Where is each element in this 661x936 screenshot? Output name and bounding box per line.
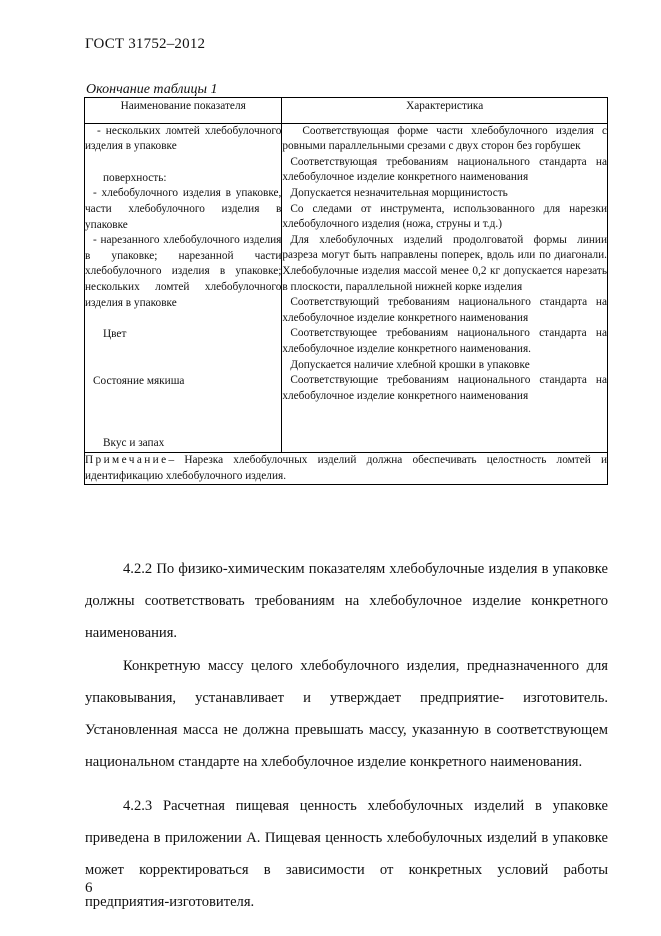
paragraph-4-2-2 [85,553,608,649]
table-header-row [85,98,608,124]
indicator-color: Цвет [103,328,127,341]
characteristic-crumb: Соответствующее требованиям национального стандарта на хлебобулочное изделие конкретного наименования. [282,327,607,355]
characteristic-surface-wrinkles: Допускается незначительная морщинистость [290,186,508,199]
characteristic-surface-whole: Соответствующая требованиям национального стандарта на хлебобулочное изделие конкретного наименования [282,155,607,184]
characteristic-column [282,123,608,452]
note-label: Примечание [85,453,169,466]
paragraph-text: 4.2.3 Расчетная пищевая ценность хлебобулочных изделий в упаковке приведена в приложении А. Пищевая ценность хлебобулочных изделий в упаковке может корректироваться в зависимости от конкретных условий работы предприятия-изготовителя. [85,798,608,910]
characteristic-color: Соответствующий требованиям национального стандарта на хлебобулочное изделие конкретного наименования [282,296,607,324]
indicator-crumb: Состояние мякиша [93,374,185,387]
table-note [85,452,608,484]
paragraph-4-2-3 [85,790,608,918]
characteristic-surface-cut-lines: Для хлебобулочных изделий продолговатой формы линии разреза могут быть направлены поперек, вдоль или по диагонали. Хлебобулочные изделия массой менее 0,2 кг допускается нарезать в плоскости, параллельной нижней корке изделия [282,233,607,293]
column-header-characteristic: Характеристика [282,98,608,124]
indicator-slices: - нескольких ломтей хлебобулочного изделия в упаковке [85,124,282,153]
page-number: 6 [85,880,93,896]
characteristic-taste: Соответствующие требованиям национального стандарта на хлебобулочное изделие конкретного наименования [282,374,607,402]
table-caption: Окончание таблицы 1 [86,82,218,97]
characteristics-table [84,97,608,485]
characteristic-crumb-allowance: Допускается наличие хлебной крошки в упаковке [290,358,530,371]
paragraph-text: 4.2.2 По физико-химическим показателям хлебобулочные изделия в упаковке должны соответствовать требованиям на хлебобулочное изделие конкретного наименования. [85,561,608,641]
indicator-taste: Вкус и запах [103,437,165,450]
paragraph-text: Конкретную массу целого хлебобулочного изделия, предназначенного для упаковывания, устанавливает и утверждает предприятие- изготовитель. Установленная масса не должна превышать массу, указанную в соответствующем национальном стандарте на хлебобулочное изделие конкретного наименования. [85,658,608,770]
paragraph-mass [85,650,608,778]
indicator-surface-sliced: - нарезанного хлебобулочного изделия в упаковке; нарезанной части хлебобулочного изделия в упаковке; нескольких ломтей хлебобулочного изделия в упаковке [85,234,282,309]
note-text: – Нарезка хлебобулочных изделий должна обеспечивать целостность ломтей и идентификацию хлебобулочного изделия. [85,453,607,482]
indicator-surface: поверхность: [103,171,167,184]
characteristic-slices: Соответствующая форме части хлебобулочного изделия с ровными параллельными срезами с двух сторон без горбушек [282,124,607,153]
indicator-surface-whole: - хлебобулочного изделия в упаковке, части хлебобулочного изделия в упаковке [85,187,282,231]
characteristic-surface-tool-marks: Со следами от инструмента, использованного для нарезки хлебобулочного изделия (ножа, струны и т.д.) [282,202,607,231]
indicator-column [85,123,282,452]
column-header-name: Наименование показателя [85,98,282,124]
table-row [85,123,608,452]
table-note-row [85,452,608,484]
document-header: ГОСТ 31752–2012 [85,36,206,52]
